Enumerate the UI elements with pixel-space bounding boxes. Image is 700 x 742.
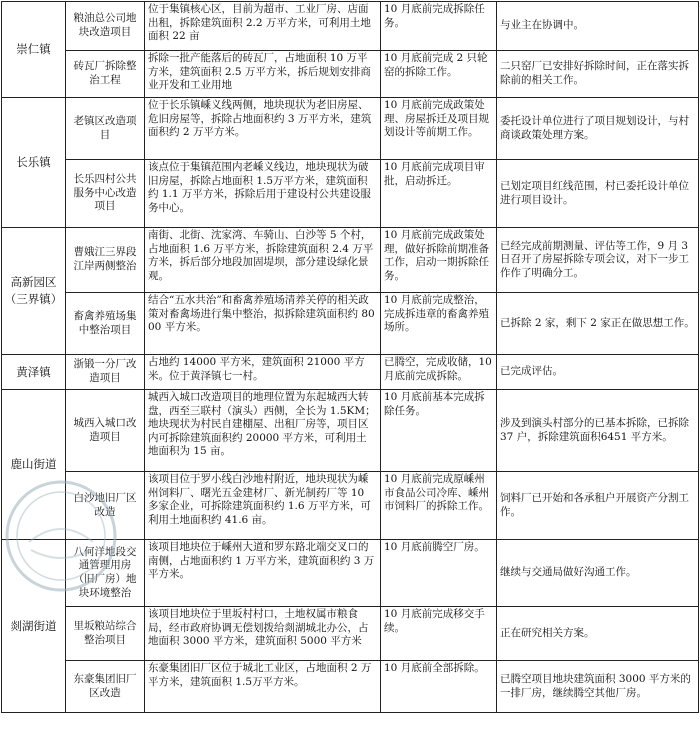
region-cell: 黄泽镇 (2, 355, 66, 390)
region-cell: 长乐镇 (2, 98, 66, 228)
project-description: 该点位于集镇范围内老嵊义线边，地块现状为破旧房屋，拆除占地面积 1.5万平方米，建筑面积约 1.1 万平方米，拆除后用于建设村公共建设服务中心。 (145, 160, 381, 228)
project-name: 老镇区改造项目 (66, 98, 145, 160)
table-row (2, 228, 699, 293)
current-status: 已划定项目红线范围，村已委托设计单位进行项目设计。 (497, 160, 699, 228)
project-name: 粮油总公司地块改造项目 (66, 2, 145, 51)
progress-target: 10 月底前全部拆除。 (381, 661, 497, 713)
project-description: 该项目地块位于里坂村村口，土地权属市粮食局，经市政府协调无偿划拨给剡湖城北办公，占地面积 3000 平方米，建筑面积 5000 平方米 (145, 607, 381, 661)
progress-target: 10 月底前完成政策处理、房屋拆迁及项目规划设计等前期工作。 (381, 98, 497, 160)
table-row (2, 293, 699, 355)
table-row (2, 355, 699, 390)
project-description: 该项目地块位于嵊州大道和罗东路北端交叉口的南侧，占地面积约 1 万平方米，建筑面积约 3 万平方米。 (145, 540, 381, 607)
project-name: 里坂粮站综合整治项目 (66, 607, 145, 661)
region-cell: 高新园区（三界镇） (2, 228, 66, 355)
project-name: 东豪集团旧厂区改造 (66, 661, 145, 713)
progress-target: 10 月底前基本完成拆除任务。 (381, 390, 497, 472)
current-status: 二只窑厂已安排好拆除时间，正在落实拆除前的相关工作。 (497, 51, 699, 98)
project-description: 占地约 14000 平方米，建筑面积 21000 平方米。位于黄泽镇七一村。 (145, 355, 381, 390)
project-name: 曹娥江三界段江岸两侧整治 (66, 228, 145, 293)
table-row (2, 2, 699, 51)
project-name: 畜禽养殖场集中整治项目 (66, 293, 145, 355)
project-name: 砖瓦厂拆除整治工程 (66, 51, 145, 98)
table-row (2, 540, 699, 607)
progress-target: 10 月底前完成 2 只轮窑的拆除工作。 (381, 51, 497, 98)
progress-target: 10 月底前完成政策处理，做好拆除前期准备工作，启动一期拆除任务。 (381, 228, 497, 293)
current-status: 委托设计单位进行了项目规划设计，与村商谈政策处理方案。 (497, 98, 699, 160)
region-cell: 崇仁镇 (2, 2, 66, 98)
project-description: 该项目位于罗小线白沙地村附近，地块现状为嵊州饲料厂、曙光五金建材厂、新光制药厂等 10 多家企业，可拆除建筑面积约 1.6 万平方米，可利用土地面积约 41.6 亩。 (145, 472, 381, 540)
current-status: 涉及到演头村部分的已基本拆除，已拆除 37 户，拆除建筑面积6451 平方米。 (497, 390, 699, 472)
project-name: 白沙地旧厂区改造 (66, 472, 145, 540)
project-description: 南街、北街、沈家湾、车骑山、白沙等 5 个村，占地面积 1.6 万平方米，拆除建筑面积 2.4 万平方米，拆后部分地段加固堤坝，部分建设绿化景观。 (145, 228, 381, 293)
table-row (2, 160, 699, 228)
project-name: 八何洋地段交通管理用房（旧厂房）地块环境整治 (66, 540, 145, 607)
progress-target: 已腾空，完成收储，10 月底前完成拆除。 (381, 355, 497, 390)
progress-target: 10 月底前完成整治，完成拆违章的畜禽养殖场所。 (381, 293, 497, 355)
current-status: 已完成评估。 (497, 355, 699, 390)
table-row (2, 607, 699, 661)
project-name: 城西入城口改造项目 (66, 390, 145, 472)
project-name: 浙锻一分厂改造项目 (66, 355, 145, 390)
current-status: 已经完成前期测量、评估等工作，9 月 3 日召开了房屋拆除专项会议，对下一步工作作了明确分工。 (497, 228, 699, 293)
region-cell: 剡湖街道 (2, 540, 66, 713)
current-status: 已腾空项目地块建筑面积 3000 平方米的一排厂房，继续腾空其他厂房。 (497, 661, 699, 713)
current-status: 正在研究相关方案。 (497, 607, 699, 661)
project-name: 长乐四村公共服务中心改造项目 (66, 160, 145, 228)
progress-target: 10 月底前完成原嵊州市食品公司冷库、嵊州市饲料厂的拆除工作。 (381, 472, 497, 540)
project-description: 结合“五水共治”和畜禽养殖场清养关停的相关政策对畜禽场进行集中整治，拟拆除建筑面积约 8000 平方米。 (145, 293, 381, 355)
region-cell: 鹿山街道 (2, 390, 66, 540)
progress-target: 10 月底前完成移交手续。 (381, 607, 497, 661)
table-row (2, 390, 699, 472)
table-row (2, 98, 699, 160)
current-status: 继续与交通局做好沟通工作。 (497, 540, 699, 607)
current-status: 与业主在协调中。 (497, 2, 699, 51)
project-description: 位于集镇核心区，目前为超市、工业厂房、店面出租，拆除建筑面积 2.2 万平方米，可利用土地面积 22 亩 (145, 2, 381, 51)
project-description: 位于长乐镇嵊义线两侧，地块现状为老旧房屋、危旧房屋等，拆除占地面积约 3 万平方米，建筑面积约 2 万平方米。 (145, 98, 381, 160)
progress-target: 10 月底前完成项目审批，启动拆迁。 (381, 160, 497, 228)
project-description: 拆除一批产能落后的砖瓦厂，占地面积 10 万平方米，建筑面积 2.5 万平方米，拆后规划安排商业开发和工业用地 (145, 51, 381, 98)
table-row (2, 472, 699, 540)
project-table (1, 1, 699, 713)
current-status: 已拆除 2 家，剩下 2 家正在做思想工作。 (497, 293, 699, 355)
table-row (2, 661, 699, 713)
current-status: 饲料厂已开始和各承租户开展资产分割工作。 (497, 472, 699, 540)
progress-target: 10 月底前完成拆除任务。 (381, 2, 497, 51)
progress-target: 10 月底前腾空厂房。 (381, 540, 497, 607)
project-description: 城西入城口改造项目的地理位置为东起城西大转盘，西至三联村（演头）西侧，全长为 1.5KM；地块现状为村民自建棚屋、出租厂房等，项目区内可拆除建筑面积约 20000 平方米，可利用土地面积为 15 亩。 (145, 390, 381, 472)
table-row (2, 51, 699, 98)
project-description: 东豪集团旧厂区位于城北工业区，占地面积 2 万平方米，建筑面积 1.5万平方米。 (145, 661, 381, 713)
